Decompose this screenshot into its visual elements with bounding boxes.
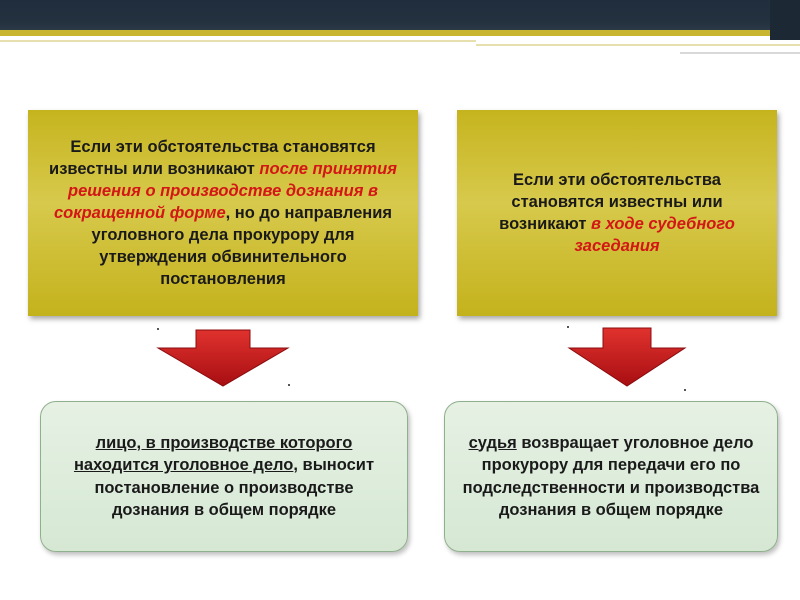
condition-text-left xyxy=(46,136,400,290)
condition-left-emphasis: после принятия решения о производстве дознания в сокращенной форме xyxy=(53,160,397,222)
condition-right-part1: Если эти обстоятельства становятся известны или возникают xyxy=(499,171,723,233)
header-divider-line xyxy=(476,44,800,46)
header-divider-line xyxy=(0,40,476,42)
header-corner xyxy=(770,0,800,40)
result-box-right xyxy=(444,401,778,552)
condition-left-part2: , но до направления уголовного дела прокурору для утверждения обвинительного постановления xyxy=(91,204,393,288)
header-divider-line xyxy=(680,52,800,54)
condition-text-right xyxy=(475,169,759,257)
result-right-subject: судья xyxy=(468,433,517,452)
condition-box-left xyxy=(28,110,418,316)
header-gold-stripe xyxy=(0,30,770,36)
condition-right-emphasis: в ходе судебного заседания xyxy=(574,215,735,255)
condition-left-part1: Если эти обстоятельства становятся известны или возникают xyxy=(49,138,376,178)
arrow-down-icon xyxy=(567,326,687,388)
header-bar xyxy=(0,0,800,30)
result-text-right xyxy=(459,432,763,522)
result-left-rest: , выносит постановление о производстве дознания в общем порядке xyxy=(94,456,375,519)
condition-box-right xyxy=(457,110,777,316)
result-box-left xyxy=(40,401,408,552)
arrow-down-icon xyxy=(156,328,290,388)
result-text-left xyxy=(63,432,385,522)
result-right-rest: возвращает уголовное дело прокурору для передачи его по подследственности и производства дознания в общем порядке xyxy=(462,433,760,519)
decor-dot xyxy=(684,389,686,391)
result-left-subject: лицо, в производстве которого находится уголовное дело xyxy=(73,433,353,474)
